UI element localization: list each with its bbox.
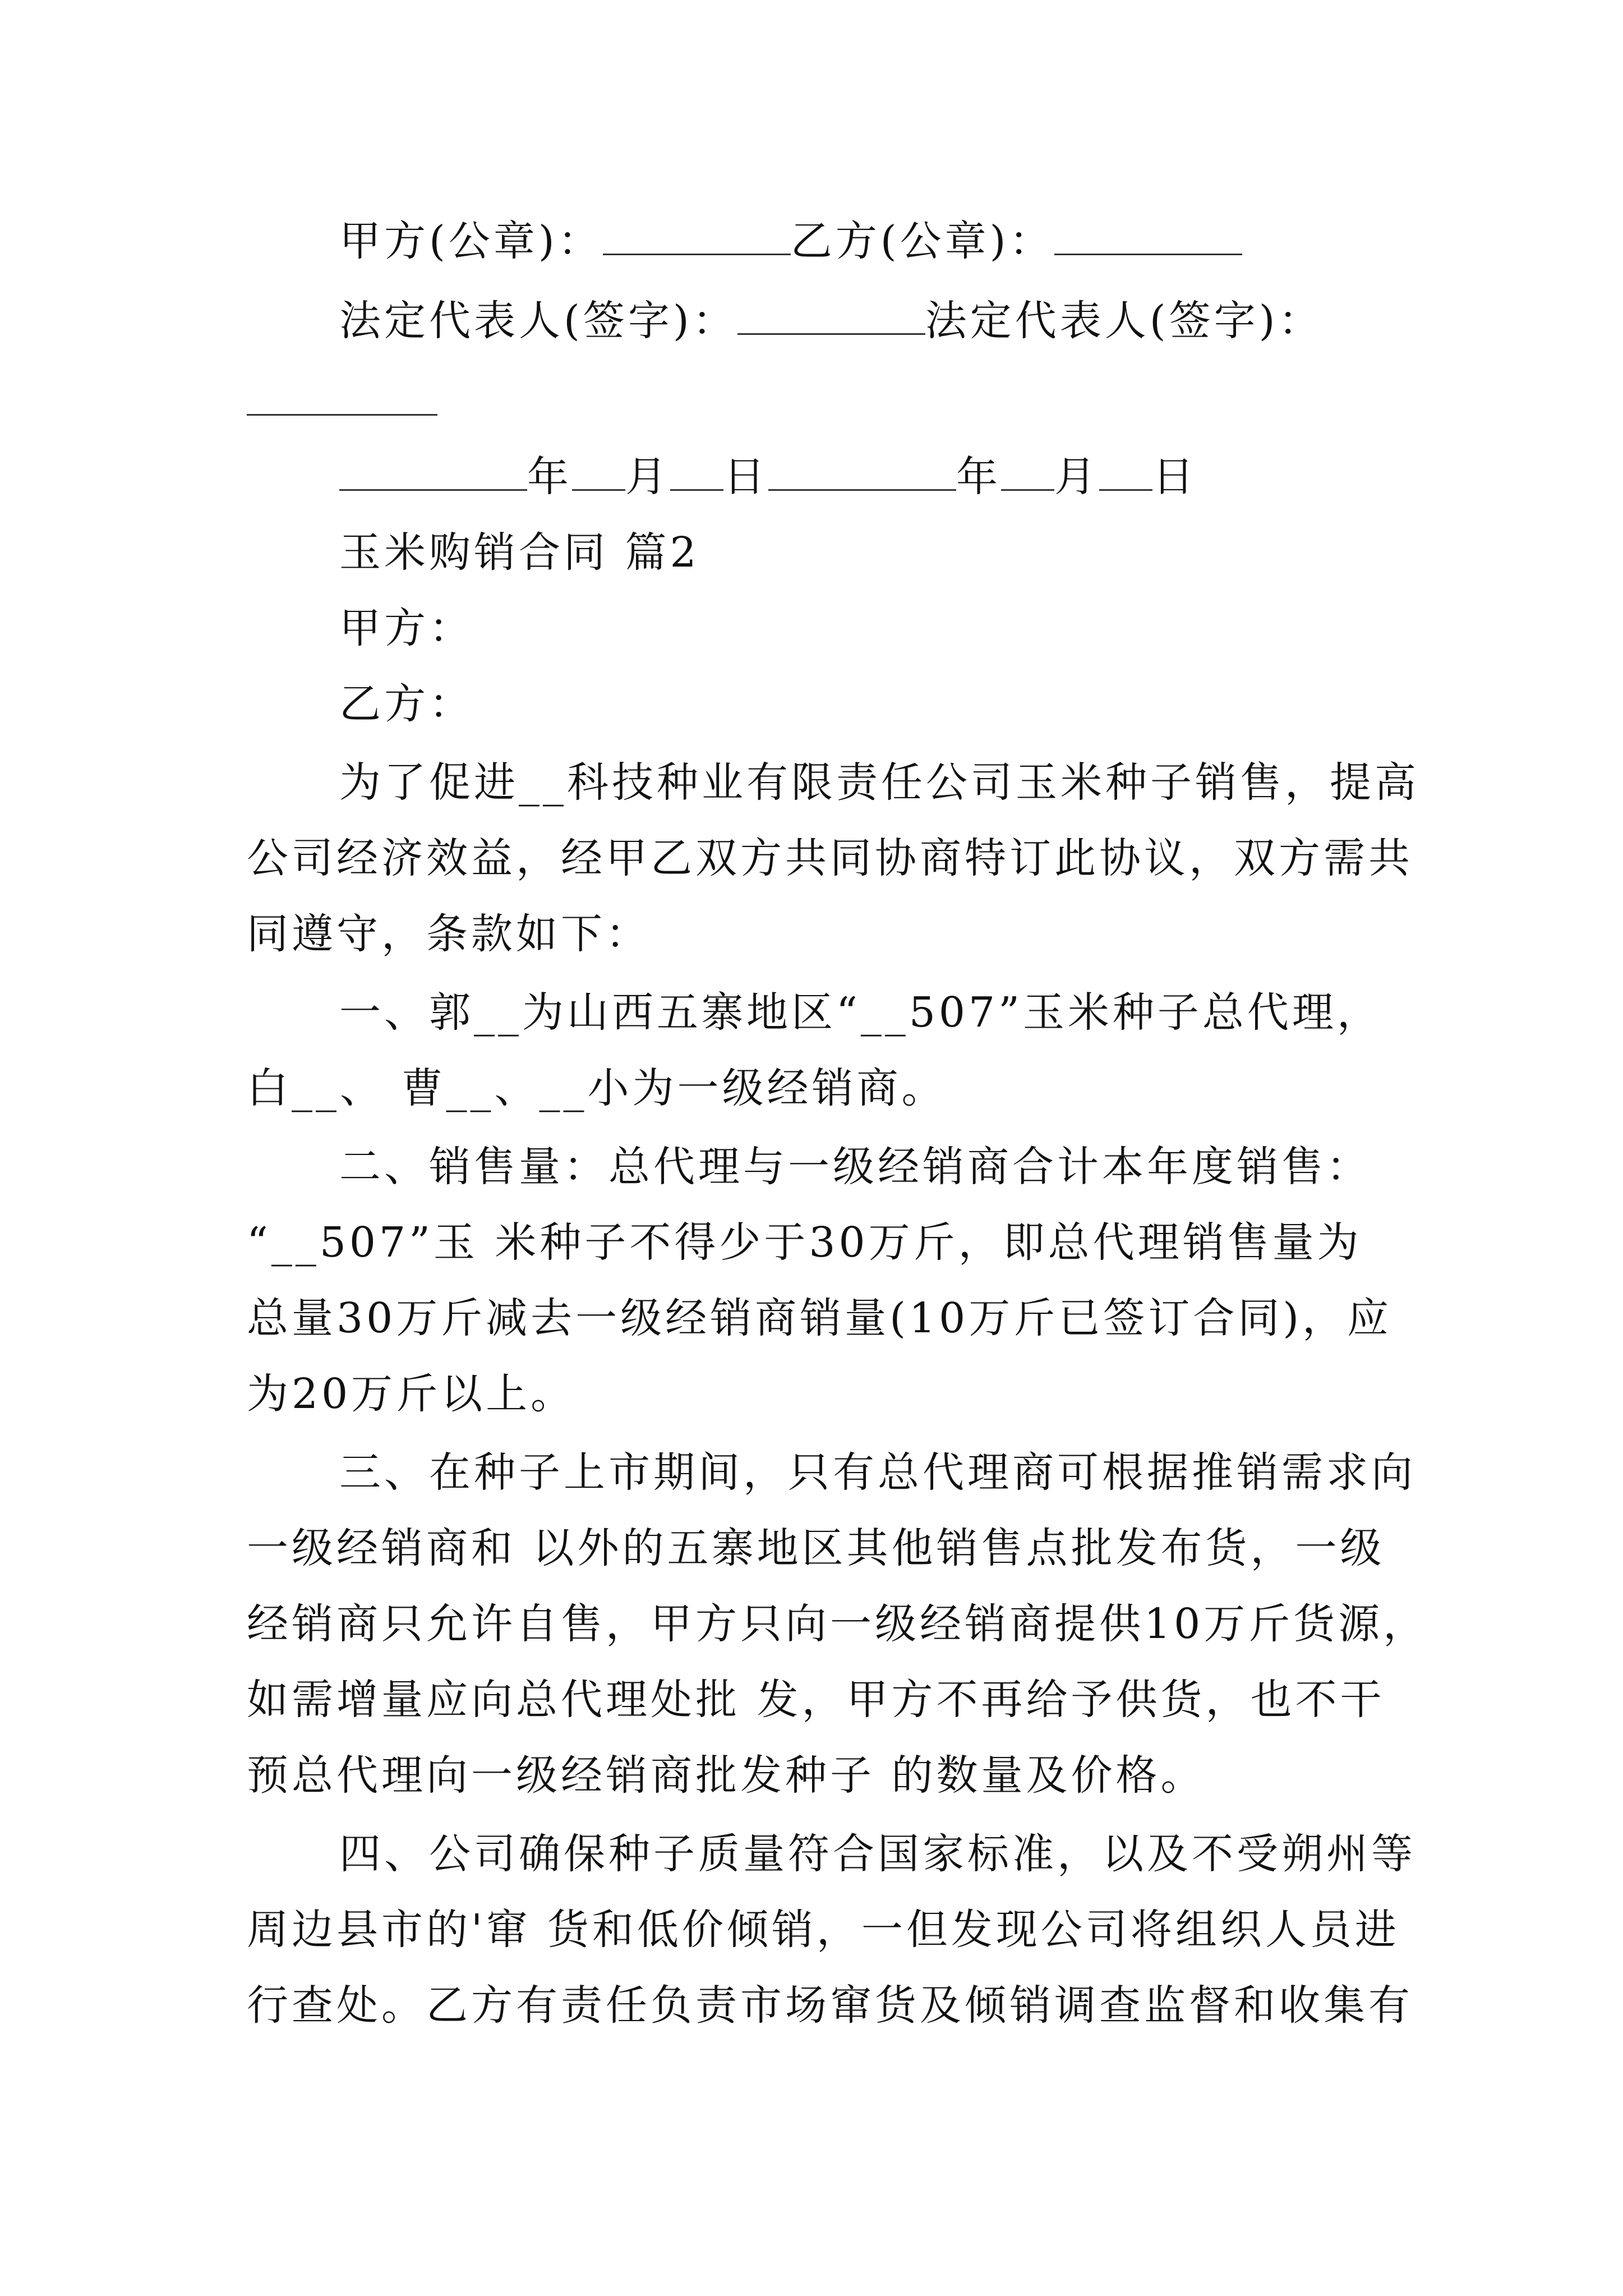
date-a-year-blank (339, 450, 527, 491)
date-b-year-label: 年 (956, 453, 1001, 501)
clause2-line-1: 二、销售量：总代理与一级经销商合计本年度销售： (339, 1143, 1371, 1191)
clause3-line-2: 一级经销商和 以外的五寨地区其他销售点批发布货，一级 (247, 1524, 1385, 1572)
signature-seal-line (339, 213, 1242, 269)
clause3-line-3: 经销商只允许自售，甲方只向一级经销商提供10万斤货源， (247, 1600, 1428, 1648)
clause3-line-5: 预总代理向一级经销商批发种子 的数量及价格。 (247, 1751, 1206, 1800)
clause4-line-2: 周边县市的'窜 货和低价倾销，一但发现公司将组织人员进 (247, 1906, 1400, 1954)
signature-date-line (339, 449, 1197, 505)
section-title: 玉米购销合同 篇2 (339, 528, 700, 577)
party-a-label: 甲方： (339, 604, 474, 652)
clause2-line-4: 为20万斤以上。 (247, 1370, 576, 1418)
date-b-day-blank (1099, 450, 1152, 491)
legal-rep-a-label: 法定代表人(签字)： (339, 297, 737, 345)
party-a-seal-label: 甲方(公章)： (339, 217, 603, 265)
clause1-line-2: 白__、 曹__、__小为一级经销商。 (247, 1064, 947, 1112)
clause4-line-3: 行查处。乙方有责任负责市场窜货及倾销调查监督和收集有 (247, 1981, 1413, 2030)
signature-rep-line (339, 293, 1324, 349)
date-a-month-label: 月 (625, 453, 670, 501)
party-a-seal-blank (603, 214, 791, 255)
date-a-day-blank (670, 450, 723, 491)
clause3-line-4: 如需增量应向总代理处批 发，甲方不再给予供货，也不干 (247, 1676, 1385, 1724)
intro-line-2: 公司经济效益，经甲乙双方共同协商特订此协议，双方需共 (247, 834, 1413, 882)
clause4-line-1: 四、公司确保种子质量符合国家标准，以及不受朔州等 (339, 1830, 1416, 1878)
intro-line-3: 同遵守，条款如下： (247, 910, 651, 958)
date-a-month-blank (572, 450, 625, 491)
party-b-seal-label: 乙方(公章)： (790, 217, 1054, 265)
clause2-line-2: “__507”玉 米种子不得少于30万斤，即总代理销售量为 (247, 1218, 1362, 1267)
legal-rep-b-blank (247, 414, 437, 416)
clause2-line-3: 总量30万斤减去一级经销商销量(10万斤已签订合同)，应 (247, 1294, 1393, 1342)
date-b-day-label: 日 (1152, 453, 1197, 501)
date-a-year-label: 年 (527, 453, 572, 501)
clause3-line-1: 三、在种子上市期间，只有总代理商可根据推销需求向 (339, 1448, 1416, 1497)
clause1-line-1: 一、郭__为山西五寨地区“__507”玉米种子总代理， (339, 988, 1382, 1037)
intro-line-1: 为了促进__科技种业有限责任公司玉米种子销售，提高 (339, 758, 1419, 807)
date-a-day-label: 日 (723, 453, 768, 501)
date-b-year-blank (768, 450, 956, 491)
party-b-seal-blank (1054, 214, 1242, 255)
legal-rep-b-label: 法定代表人(签字)： (925, 297, 1324, 345)
legal-rep-a-blank (737, 294, 925, 335)
date-b-month-blank (1001, 450, 1054, 491)
party-b-label: 乙方： (339, 680, 474, 728)
date-b-month-label: 月 (1054, 453, 1099, 501)
